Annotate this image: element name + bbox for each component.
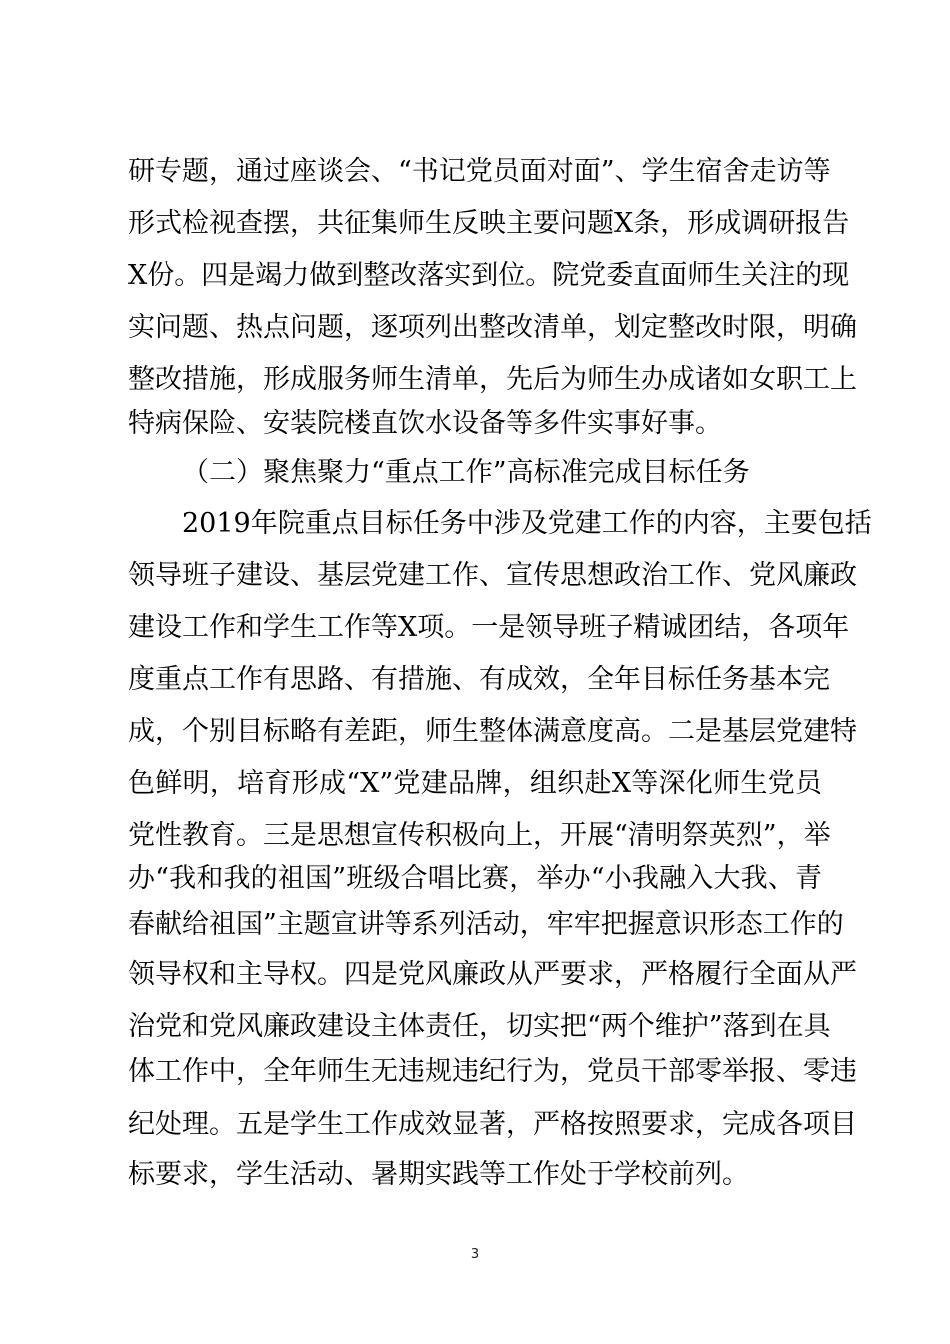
paragraph-line: 春献给祖国”主题宣讲等系列活动，牢牢把握意识形态工作的 [128, 909, 844, 940]
paragraph-line: 成，个别目标略有差距，师生整体满意度高。二是基层党建特 [128, 716, 857, 747]
paragraph-line: 特病保险、安装院楼直饮水设备等多件实事好事。 [128, 408, 722, 439]
paragraph-line: 形式检视查摆，共征集师生反映主要问题X条，形成调研报告 [128, 208, 850, 239]
paragraph-line: 实问题、热点问题，逐项列出整改清单，划定整改时限，明确 [128, 312, 857, 343]
section-heading: （二）聚焦聚力“重点工作”高标准完成目标任务 [182, 457, 750, 488]
paragraph-line: 领导权和主导权。四是党风廉政从严要求，严格履行全面从严 [128, 959, 857, 990]
paragraph-line: 领导班子建设、基层党建工作、宣传思想政治工作、党风廉政 [128, 560, 857, 591]
page-number: 3 [470, 1247, 480, 1262]
paragraph-line: 2019年院重点目标任务中涉及党建工作的内容，主要包括 [182, 508, 872, 539]
paragraph-line: X份。四是竭力做到整改落实到位。院党委直面师生关注的现 [128, 260, 850, 291]
paragraph-line: 治党和党风廉政建设主体责任，切实把“两个维护”落到在具 [128, 1011, 831, 1042]
paragraph-line: 建设工作和学生工作等X项。一是领导班子精诚团结，各项年 [128, 612, 850, 643]
paragraph-line: 体工作中，全年师生无违规违纪行为，党员干部零举报、零违 [128, 1056, 857, 1087]
paragraph-line: 纪处理。五是学生工作成效显著，严格按照要求，完成各项目 [128, 1109, 857, 1140]
paragraph-line: 标要求，学生活动、暑期实践等工作处于学校前列。 [128, 1159, 749, 1190]
paragraph-line: 度重点工作有思路、有措施、有成效，全年目标任务基本完 [128, 664, 830, 695]
paragraph-line: 党性教育。三是思想宣传积极向上，开展“清明祭英烈”，举 [128, 820, 831, 851]
paragraph-line: 色鲜明，培育形成“X”党建品牌，组织赴X等深化师生党员 [128, 768, 822, 799]
paragraph-line: 研专题，通过座谈会、“书记党员面对面”、学生宿舍走访等 [128, 156, 831, 187]
paragraph-line: 办“我和我的祖国”班级合唱比赛，举办“小我融入大我、青 [128, 863, 822, 894]
paragraph-line: 整改措施，形成服务师生清单，先后为师生办成诸如女职工上 [128, 364, 857, 395]
